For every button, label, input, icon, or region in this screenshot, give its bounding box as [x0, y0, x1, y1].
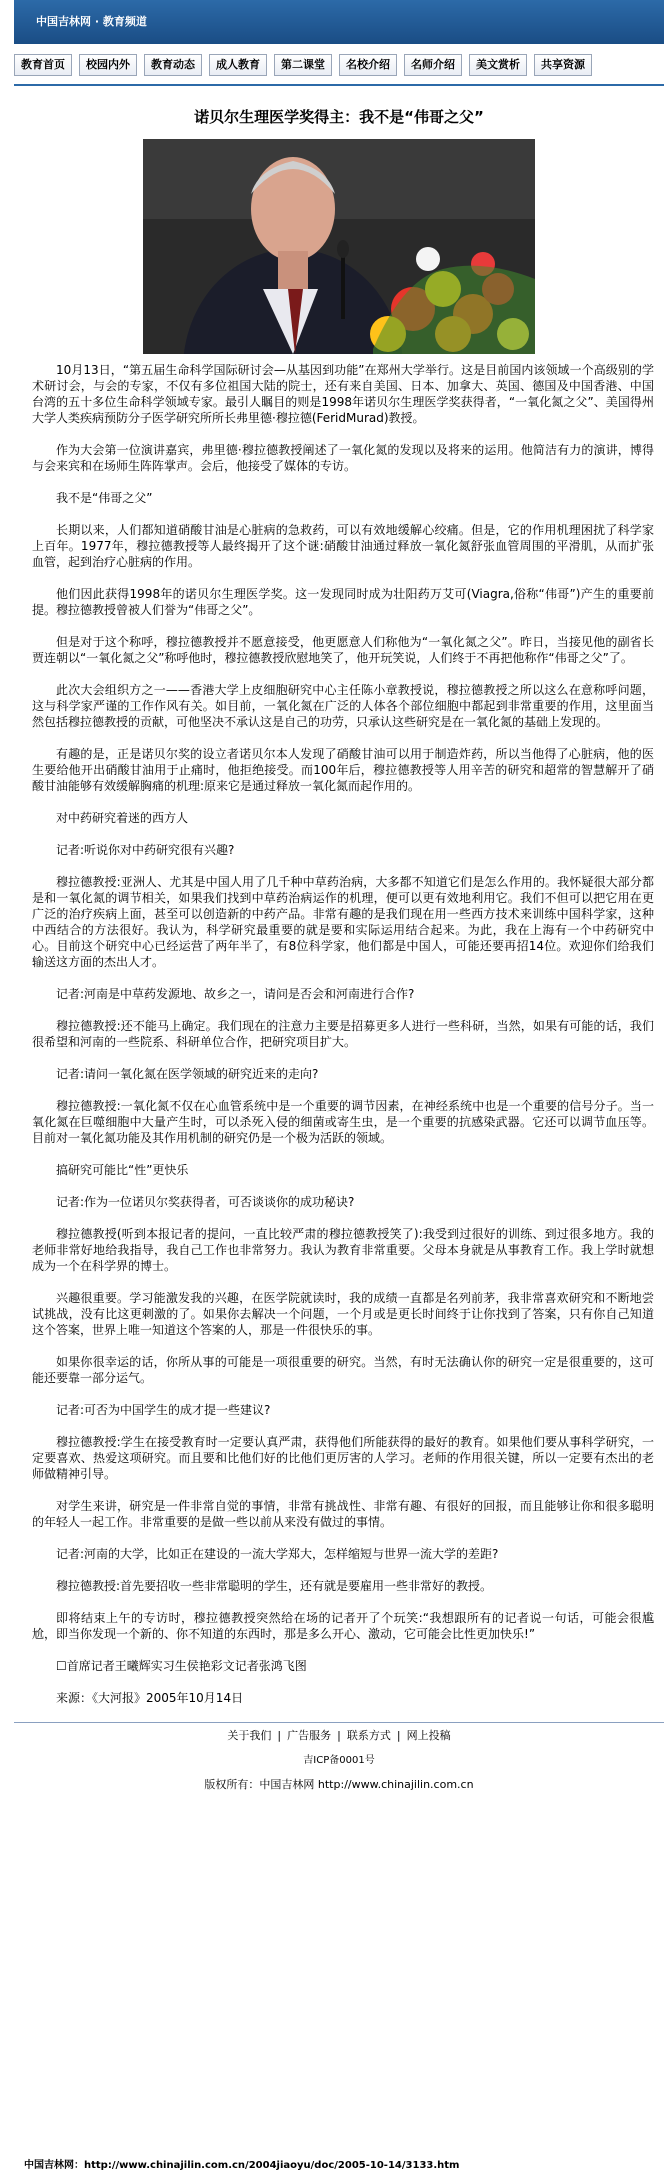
article-paragraph: 记者:河南的大学，比如正在建设的一流大学郑大，怎样缩短与世界一流大学的差距? — [56, 1547, 499, 1561]
status-bar-url: 中国吉林网：http://www.chinajilin.com.cn/2004jiaoyu/doc/2005-10-14/3133.htm — [24, 2160, 460, 2171]
article-paragraph: 10月13日，“第五届生命科学国际研讨会—从基因到功能”在郑州大学举行。这是目前国内该领域一个高级别的学术研讨会，与会的专家，不仅有多位祖国大陆的院士，还有来自美国、日本、加拿大、英国、德国及中国香港、中国台湾的五十多位生命科学领域专家。最引人瞩目的则是1998年诺贝尔生理医学奖获得者，“一氧化氮之父”、美国得州大学人类疾病预防分子医学研究所所长弗里德·穆拉德(FeridMurad)教授。 — [32, 363, 654, 425]
article-paragraph: 记者:可否为中国学生的成才提一些建议? — [56, 1403, 271, 1417]
copyright-text: 版权所有：中国吉林网 http://www.chinajilin.com.cn — [204, 1778, 474, 1791]
article-paragraph: 有趣的是，正是诺贝尔奖的设立者诺贝尔本人发现了硝酸甘油可以用于制造炸药，所以当他得了心脏病，他的医生要给他开出硝酸甘油用于止痛时，他拒绝接受。而100年后，穆拉德教授等人用辛苦的研究和超常的智慧解开了硝酸甘油能够有效缓解胸痛的机理:原来它是通过释放一氧化氮而起作用的。 — [32, 747, 654, 793]
footer-links — [14, 1727, 664, 1743]
nav-item-0[interactable]: 教育首页 — [14, 54, 72, 76]
article-paragraph: 对学生来讲，研究是一件非常自觉的事情，非常有挑战性、非常有趣、有很好的回报，而且能够让你和很多聪明的年轻人一起工作。非常重要的是做一些以前从来没有做过的事情。 — [32, 1499, 654, 1529]
article-paragraph: 如果你很幸运的话，你所从事的可能是一项很重要的研究。当然，有时无法确认你的研究一定是很重要的，这可能还要靠一部分运气。 — [32, 1355, 654, 1385]
article-paragraph: 对中药研究着迷的西方人 — [56, 811, 189, 825]
article-paragraph: 穆拉德教授:还不能马上确定。我们现在的注意力主要是招募更多人进行一些科研，当然，如果有可能的话，我们很希望和河南的一些院系、科研单位合作，把研究项目扩大。 — [32, 1019, 654, 1049]
article-paragraph: 穆拉德教授:亚洲人、尤其是中国人用了几千种中草药治病，大多都不知道它们是怎么作用的。我怀疑很大部分都是和一氧化氮的调节相关，如果我们找到中草药治病运作的机理，便可以更有效地利用它。我们不但可以把它用在更广泛的治疗疾病上面，甚至可以创造新的中药产品。非常有趣的是我们现在用一些西方技术来训练中国科学家，这种中西结合的方法很好。我认为，科学研究最重要的就是要和实际运用结合起来。为此，我在上海有一个中药研究中心。目前这个研究中心已经运营了两年半了，有8位科学家，他们都是中国人，可能还要再招14位。欢迎你们给我们输送这方面的杰出人才。 — [32, 875, 654, 969]
article-paragraph: ☐首席记者王曦辉实习生侯艳彩文记者张鸿飞图 — [56, 1659, 307, 1673]
nav-item-1[interactable]: 校园内外 — [79, 54, 137, 76]
article-paragraph: 但是对于这个称呼，穆拉德教授并不愿意接受，他更愿意人们称他为“一氧化氮之父”。昨日，当接见他的副省长贾连朝以“一氧化氮之父”称呼他时，穆拉德教授欣慰地笑了，他开玩笑说，人们终于不再把他称作“伟哥之父”了。 — [32, 635, 654, 665]
article-paragraph: 搞研究可能比“性”更快乐 — [56, 1163, 189, 1177]
nav-divider — [14, 84, 664, 86]
site-label: 中国吉林网 · 教育频道 — [36, 15, 147, 28]
page — [14, 0, 664, 1792]
article-paragraph: 长期以来，人们都知道硝酸甘油是心脏病的急救药，可以有效地缓解心绞痛。但是，它的作用机理困扰了科学家上百年。1977年，穆拉德教授等人最终揭开了这个谜:硝酸甘油通过释放一氧化氮舒张血管周围的平滑肌，从而扩张血管，起到治疗心脏病的作用。 — [32, 523, 654, 569]
article-photo — [143, 139, 535, 354]
article-paragraph: 兴趣很重要。学习能激发我的兴趣，在医学院就读时，我的成绩一直都是名列前茅，我非常喜欢研究和不断地尝试挑战，没有比这更刺激的了。如果你去解决一个问题，一个月或是更长时间终于让你找到了答案，只有你自己知道这个答案，世界上唯一知道这个答案的人，那是一件很快乐的事。 — [32, 1291, 654, 1337]
article-paragraph: 记者:请问一氧化氮在医学领域的研究近来的走向? — [56, 1067, 319, 1081]
article-paragraph: 我不是“伟哥之父” — [56, 491, 153, 505]
footer-link[interactable]: 联系方式 — [346, 1729, 391, 1742]
icp-number: 吉ICP备0001号 — [303, 1755, 375, 1766]
article-paragraph: 记者:听说你对中药研究很有兴趣? — [56, 843, 235, 857]
footer-divider — [14, 1722, 664, 1723]
article-paragraph: 来源：《大河报》2005年10月14日 — [56, 1691, 244, 1705]
article-title: 诺贝尔生理医学奖得主：我不是“伟哥之父” — [194, 108, 484, 126]
article-paragraph: 此次大会组织方之一——香港大学上皮细胞研究中心主任陈小章教授说，穆拉德教授之所以这么在意称呼问题，这与科学家严谨的工作作风有关。如目前，一氧化氮在广泛的人体各个部位细胞中都起到非常重要的作用，这里面当然包括穆拉德教授的贡献，可他坚决不承认这是自己的功劳，只承认这些研究是在一氧化氮的基础上发现的。 — [32, 683, 654, 729]
channel-nav — [14, 44, 664, 76]
footer-link[interactable]: 关于我们 — [227, 1729, 272, 1742]
nav-item-7[interactable]: 美文赏析 — [469, 54, 527, 76]
article-body — [14, 362, 664, 1706]
article-paragraph: 他们因此获得1998年的诺贝尔生理医学奖。这一发现同时成为壮阳药万艾可(Viagra,俗称“伟哥”)产生的重要前提。穆拉德教授曾被人们誉为“伟哥之父”。 — [32, 587, 654, 617]
nav-item-6[interactable]: 名师介绍 — [404, 54, 462, 76]
nav-item-3[interactable]: 成人教育 — [209, 54, 267, 76]
nav-item-5[interactable]: 名校介绍 — [339, 54, 397, 76]
site-header — [14, 0, 664, 44]
footer-separator: | — [337, 1729, 341, 1742]
nav-item-4[interactable]: 第二课堂 — [274, 54, 332, 76]
article-paragraph: 穆拉德教授:首先要招收一些非常聪明的学生，还有就是要雇用一些非常好的教授。 — [56, 1579, 493, 1593]
article-paragraph: 记者:河南是中草药发源地、故乡之一，请问是否会和河南进行合作? — [56, 987, 415, 1001]
footer-separator: | — [396, 1729, 401, 1742]
article-paragraph: 作为大会第一位演讲嘉宾，弗里德·穆拉德教授阐述了一氧化氮的发现以及将来的运用。他简洁有力的演讲，博得与会来宾和在场师生阵阵掌声。会后，他接受了媒体的专访。 — [32, 443, 654, 473]
article-paragraph: 穆拉德教授:学生在接受教育时一定要认真严肃，获得他们所能获得的最好的教育。如果他们要从事科学研究，一定要喜欢、热爱这项研究。而且要和比他们好的比他们更厉害的人学习。老师的作用很关键，所以一定要有杰出的老师做精神引导。 — [32, 1435, 654, 1481]
article-paragraph: 即将结束上午的专访时，穆拉德教授突然给在场的记者开了个玩笑:“我想跟所有的记者说一句话，可能会很尴尬，即当你发现一个新的、你不知道的东西时，那是多么开心、激动，它可能会比性更加快乐!” — [32, 1611, 654, 1641]
article-paragraph: 穆拉德教授(听到本报记者的提问，一直比较严肃的穆拉德教授笑了):我受到过很好的训练、到过很多地方。我的老师非常好地给我指导，我自己工作也非常努力。我认为教育非常重要。父母本身就是从事教育工作。我上学时就想成为一个在科学界的博士。 — [32, 1227, 654, 1273]
nav-item-2[interactable]: 教育动态 — [144, 54, 202, 76]
footer-link[interactable]: 广告服务 — [287, 1729, 332, 1742]
footer-separator: | — [277, 1729, 282, 1742]
nav-item-8[interactable]: 共享资源 — [534, 54, 592, 76]
professor-portrait-image — [143, 139, 535, 354]
article-paragraph: 记者:作为一位诺贝尔奖获得者，可否谈谈你的成功秘诀? — [56, 1195, 355, 1209]
article-paragraph: 穆拉德教授:一氧化氮不仅在心血管系统中是一个重要的调节因素，在神经系统中也是一个重要的信号分子。当一氧化氮在巨噬细胞中大量产生时，可以杀死入侵的细菌或寄生虫，是一个重要的抗感染武器。它还可以调节血压等。目前对一氧化氮功能及其作用机制的研究仍是一个极为活跃的领域。 — [32, 1099, 654, 1145]
footer-link[interactable]: 网上投稿 — [406, 1729, 451, 1742]
